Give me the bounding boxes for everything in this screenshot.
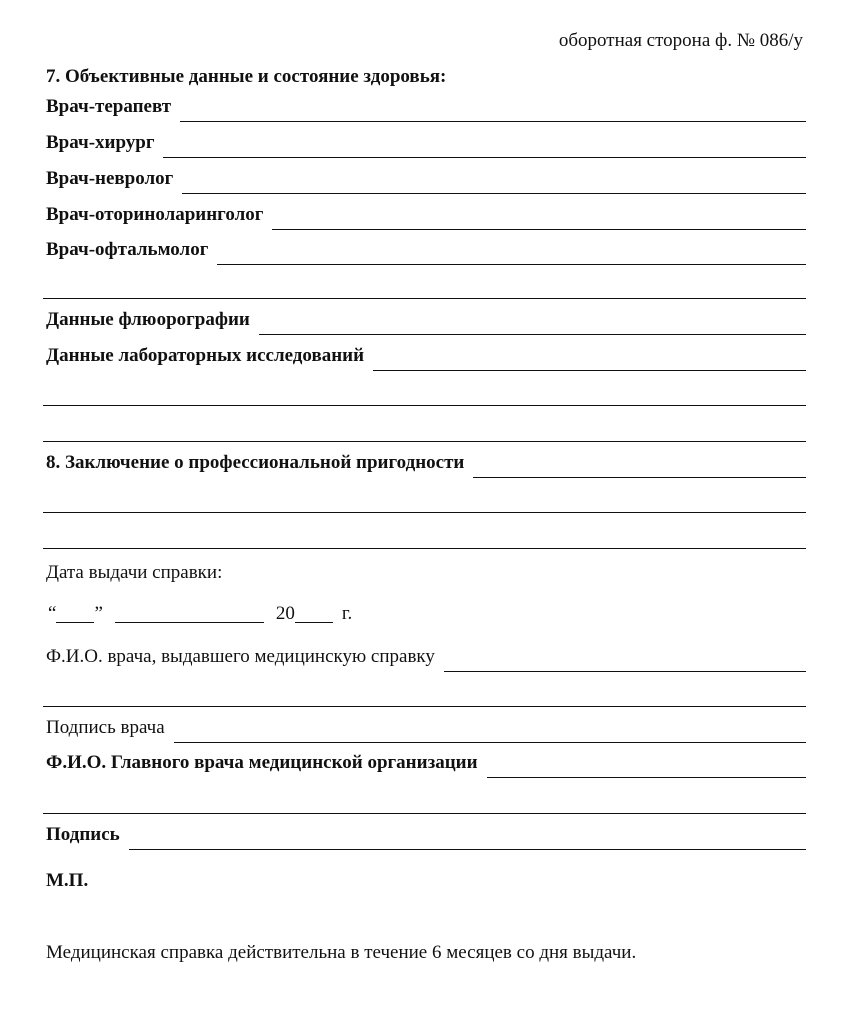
close-quote: ”: [94, 603, 103, 624]
ophthalmologist-field[interactable]: [217, 236, 806, 265]
fluorography-field[interactable]: [259, 306, 806, 335]
month-field[interactable]: [115, 602, 264, 623]
conclusion-field[interactable]: [473, 449, 806, 478]
lab-label: Данные лабораторных исследований: [46, 345, 365, 366]
surgeon-label: Врач-хирург: [46, 132, 155, 153]
therapist-field[interactable]: [180, 93, 806, 122]
lab-row: [46, 343, 806, 371]
blank-line[interactable]: [43, 706, 806, 707]
blank-line[interactable]: [43, 512, 806, 513]
blank-line[interactable]: [43, 813, 806, 814]
doctor-signature-row: [46, 715, 806, 743]
open-quote: “: [48, 603, 57, 624]
form-code: оборотная сторона ф. № 086/у: [558, 30, 803, 51]
signature-label: Подпись: [46, 824, 120, 845]
lab-field[interactable]: [373, 342, 806, 371]
ophthalmologist-row: [46, 237, 806, 265]
doctor-signature-label: Подпись врача: [46, 717, 165, 738]
ent-row: [46, 202, 806, 230]
blank-line[interactable]: [43, 548, 806, 549]
surgeon-field[interactable]: [163, 129, 806, 158]
neurologist-label: Врач-невролог: [46, 168, 174, 189]
year-prefix: 20: [275, 603, 295, 624]
therapist-row: [46, 94, 806, 122]
surgeon-row: [46, 130, 806, 158]
blank-line[interactable]: [43, 441, 806, 442]
ent-label: Врач-оториноларинголог: [46, 204, 264, 225]
issue-date-label: Дата выдачи справки:: [46, 562, 223, 583]
doctor-signature-field[interactable]: [174, 714, 806, 743]
fluorography-label: Данные флюорографии: [46, 309, 250, 330]
stamp-label: М.П.: [46, 870, 89, 891]
chief-name-field[interactable]: [487, 749, 806, 778]
doctor-name-label: Ф.И.О. врача, выдавшего медицинскую справку: [46, 646, 435, 667]
day-field[interactable]: [56, 602, 94, 623]
year-suffix: г.: [341, 603, 353, 624]
ophthalmologist-label: Врач-офтальмолог: [46, 239, 209, 260]
chief-name-label: Ф.И.О. Главного врача медицинской организации: [46, 752, 478, 773]
chief-name-row: [46, 750, 806, 778]
neurologist-field[interactable]: [182, 165, 806, 194]
blank-line[interactable]: [43, 405, 806, 406]
validity-note: Медицинская справка действительна в течение 6 месяцев со дня выдачи.: [46, 942, 637, 963]
conclusion-row: [46, 450, 806, 478]
section-7-title: 7. Объективные данные и состояние здоровья:: [46, 66, 447, 87]
blank-line[interactable]: [43, 298, 806, 299]
signature-field[interactable]: [129, 821, 806, 850]
doctor-name-field[interactable]: [444, 643, 806, 672]
doctor-name-row: [46, 644, 806, 672]
year-field[interactable]: [295, 602, 333, 623]
signature-row: [46, 822, 806, 850]
issue-date-row: [48, 597, 352, 623]
fluorography-row: [46, 307, 806, 335]
section-8-title: 8. Заключение о профессиональной пригодности: [46, 452, 465, 473]
therapist-label: Врач-терапевт: [46, 96, 172, 117]
neurologist-row: [46, 166, 806, 194]
ent-field[interactable]: [272, 201, 806, 230]
